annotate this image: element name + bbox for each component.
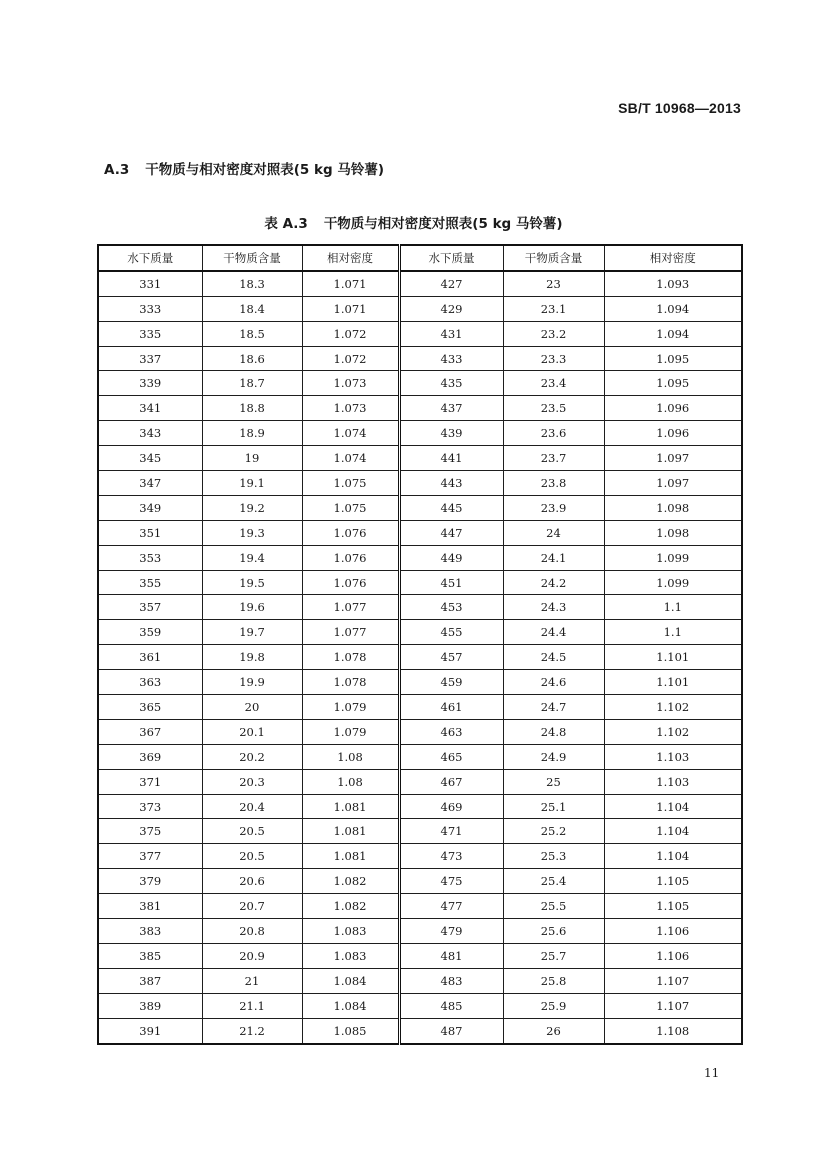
table-cell: 1.075 [302, 495, 399, 520]
table-cell: 19.3 [202, 520, 302, 545]
table-cell: 1.093 [604, 271, 742, 296]
table-cell: 1.083 [302, 943, 399, 968]
table-cell: 23.6 [503, 421, 604, 446]
table-row [98, 695, 742, 720]
table-cell: 20.3 [202, 769, 302, 794]
table-cell: 1.074 [302, 421, 399, 446]
table-row [98, 844, 742, 869]
table-cell: 19.6 [202, 595, 302, 620]
table-cell: 24.9 [503, 744, 604, 769]
table-cell: 20.4 [202, 794, 302, 819]
column-header: 水下质量 [399, 245, 503, 271]
table-cell: 1.104 [604, 819, 742, 844]
table-cell: 1.072 [302, 346, 399, 371]
table-cell: 1.08 [302, 769, 399, 794]
table-cell: 1.103 [604, 769, 742, 794]
table-cell: 427 [399, 271, 503, 296]
table-cell: 24.8 [503, 719, 604, 744]
table-cell: 24.6 [503, 670, 604, 695]
table-cell: 431 [399, 321, 503, 346]
table-cell: 487 [399, 1018, 503, 1043]
table-row [98, 620, 742, 645]
table-cell: 1.072 [302, 321, 399, 346]
table-cell: 349 [98, 495, 202, 520]
table-cell: 24.1 [503, 545, 604, 570]
table-cell: 1.099 [604, 570, 742, 595]
table-row [98, 321, 742, 346]
table-cell: 1.097 [604, 471, 742, 496]
table-cell: 453 [399, 595, 503, 620]
page-number: 11 [704, 1066, 720, 1080]
table-cell: 24.2 [503, 570, 604, 595]
section-heading [104, 158, 384, 178]
table-row [98, 471, 742, 496]
table-cell: 485 [399, 993, 503, 1018]
table-cell: 25.9 [503, 993, 604, 1018]
table-cell: 18.8 [202, 396, 302, 421]
table-row [98, 943, 742, 968]
table-cell: 371 [98, 769, 202, 794]
table-cell: 20.6 [202, 869, 302, 894]
table-cell: 18.5 [202, 321, 302, 346]
table-cell: 1.099 [604, 545, 742, 570]
table-cell: 387 [98, 968, 202, 993]
table-cell: 25.4 [503, 869, 604, 894]
table-cell: 1.097 [604, 446, 742, 471]
table-cell: 18.7 [202, 371, 302, 396]
table-cell: 23 [503, 271, 604, 296]
table-cell: 20 [202, 695, 302, 720]
table-cell: 19.8 [202, 645, 302, 670]
table-row [98, 421, 742, 446]
table-cell: 1.108 [604, 1018, 742, 1043]
table-cell: 24.4 [503, 620, 604, 645]
table-row [98, 595, 742, 620]
table-cell: 1.082 [302, 894, 399, 919]
table-cell: 459 [399, 670, 503, 695]
table-cell: 1.096 [604, 396, 742, 421]
table-cell: 20.5 [202, 844, 302, 869]
table-cell: 451 [399, 570, 503, 595]
table-cell: 385 [98, 943, 202, 968]
table-cell: 1.102 [604, 719, 742, 744]
table-cell: 23.9 [503, 495, 604, 520]
table-cell: 25.2 [503, 819, 604, 844]
table-cell: 391 [98, 1018, 202, 1043]
table-cell: 18.6 [202, 346, 302, 371]
table-cell: 1.096 [604, 421, 742, 446]
table-cell: 449 [399, 545, 503, 570]
table-cell: 1.083 [302, 919, 399, 944]
table-cell: 447 [399, 520, 503, 545]
table-row [98, 495, 742, 520]
table-cell: 1.098 [604, 495, 742, 520]
table-cell: 25.3 [503, 844, 604, 869]
table-row [98, 719, 742, 744]
table-cell: 357 [98, 595, 202, 620]
table-cell: 20.8 [202, 919, 302, 944]
table-cell: 25.7 [503, 943, 604, 968]
table-cell: 465 [399, 744, 503, 769]
table-cell: 379 [98, 869, 202, 894]
table-cell: 1.095 [604, 346, 742, 371]
table-cell: 20.2 [202, 744, 302, 769]
table-cell: 19.1 [202, 471, 302, 496]
table-row [98, 520, 742, 545]
table-cell: 375 [98, 819, 202, 844]
table-cell: 433 [399, 346, 503, 371]
table-cell: 341 [98, 396, 202, 421]
table-cell: 1.106 [604, 943, 742, 968]
table-cell: 1.075 [302, 471, 399, 496]
table-cell: 1.071 [302, 296, 399, 321]
table-cell: 475 [399, 869, 503, 894]
table-cell: 1.104 [604, 844, 742, 869]
table-row [98, 968, 742, 993]
table-cell: 333 [98, 296, 202, 321]
column-header: 相对密度 [604, 245, 742, 271]
table-cell: 439 [399, 421, 503, 446]
table-caption-number: 表 A.3 [264, 216, 308, 232]
table-cell: 1.104 [604, 794, 742, 819]
table-row [98, 919, 742, 944]
table-cell: 443 [399, 471, 503, 496]
column-header: 相对密度 [302, 245, 399, 271]
table-cell: 1.107 [604, 968, 742, 993]
table-cell: 1.078 [302, 670, 399, 695]
table-cell: 1.081 [302, 819, 399, 844]
table-cell: 18.3 [202, 271, 302, 296]
table-cell: 24.5 [503, 645, 604, 670]
table-cell: 1.079 [302, 695, 399, 720]
table-cell: 339 [98, 371, 202, 396]
table-cell: 19.4 [202, 545, 302, 570]
table-row [98, 993, 742, 1018]
table-cell: 23.7 [503, 446, 604, 471]
table-cell: 369 [98, 744, 202, 769]
table-cell: 1.073 [302, 396, 399, 421]
table-cell: 1.08 [302, 744, 399, 769]
table-row [98, 296, 742, 321]
table-cell: 25 [503, 769, 604, 794]
table-row [98, 545, 742, 570]
table-cell: 445 [399, 495, 503, 520]
table-cell: 1.105 [604, 894, 742, 919]
table-cell: 1.094 [604, 296, 742, 321]
table-cell: 363 [98, 670, 202, 695]
table-cell: 441 [399, 446, 503, 471]
table-cell: 19.9 [202, 670, 302, 695]
table-row [98, 1018, 742, 1043]
table-cell: 1.1 [604, 620, 742, 645]
table-cell: 21 [202, 968, 302, 993]
table-cell: 1.084 [302, 993, 399, 1018]
table-row [98, 769, 742, 794]
table-cell: 1.076 [302, 545, 399, 570]
table-cell: 23.2 [503, 321, 604, 346]
table-cell: 373 [98, 794, 202, 819]
table-cell: 471 [399, 819, 503, 844]
table-cell: 437 [399, 396, 503, 421]
table-cell: 365 [98, 695, 202, 720]
table-cell: 1.081 [302, 844, 399, 869]
table-caption-title: 干物质与相对密度对照表(5 kg 马铃薯) [323, 216, 563, 232]
table-row [98, 869, 742, 894]
table-cell: 429 [399, 296, 503, 321]
table-cell: 345 [98, 446, 202, 471]
table-row [98, 271, 742, 296]
table-cell: 19.5 [202, 570, 302, 595]
table-cell: 331 [98, 271, 202, 296]
table-cell: 381 [98, 894, 202, 919]
table-cell: 1.077 [302, 595, 399, 620]
table-cell: 389 [98, 993, 202, 1018]
table-cell: 25.8 [503, 968, 604, 993]
table-cell: 23.1 [503, 296, 604, 321]
table-cell: 463 [399, 719, 503, 744]
document-code: SB/T 10968—2013 [618, 100, 741, 116]
table-cell: 483 [399, 968, 503, 993]
table-cell: 24.7 [503, 695, 604, 720]
density-table [97, 244, 743, 1045]
table-row [98, 396, 742, 421]
table-cell: 25.5 [503, 894, 604, 919]
table-cell: 455 [399, 620, 503, 645]
table-row [98, 570, 742, 595]
table-cell: 1.073 [302, 371, 399, 396]
table-cell: 19 [202, 446, 302, 471]
table-cell: 335 [98, 321, 202, 346]
table-row [98, 794, 742, 819]
table-cell: 367 [98, 719, 202, 744]
table-cell: 467 [399, 769, 503, 794]
table-cell: 461 [399, 695, 503, 720]
section-title: 干物质与相对密度对照表(5 kg 马铃薯) [145, 162, 385, 178]
table-cell: 361 [98, 645, 202, 670]
table-cell: 24.3 [503, 595, 604, 620]
table-caption [0, 212, 827, 232]
table-cell: 1.084 [302, 968, 399, 993]
table-cell: 1.094 [604, 321, 742, 346]
table-row [98, 346, 742, 371]
table-cell: 18.9 [202, 421, 302, 446]
column-header: 干物质含量 [202, 245, 302, 271]
table-cell: 469 [399, 794, 503, 819]
table-cell: 435 [399, 371, 503, 396]
table-cell: 20.1 [202, 719, 302, 744]
table-cell: 1.074 [302, 446, 399, 471]
table-cell: 24 [503, 520, 604, 545]
table-cell: 1.082 [302, 869, 399, 894]
table-cell: 1.098 [604, 520, 742, 545]
table-cell: 337 [98, 346, 202, 371]
table-cell: 23.8 [503, 471, 604, 496]
table-cell: 1.076 [302, 570, 399, 595]
table-row [98, 446, 742, 471]
table-row [98, 894, 742, 919]
table-cell: 23.5 [503, 396, 604, 421]
table-cell: 23.3 [503, 346, 604, 371]
table-cell: 343 [98, 421, 202, 446]
table-cell: 359 [98, 620, 202, 645]
table-cell: 26 [503, 1018, 604, 1043]
table-cell: 25.1 [503, 794, 604, 819]
table-cell: 20.5 [202, 819, 302, 844]
table-cell: 25.6 [503, 919, 604, 944]
table-cell: 1.078 [302, 645, 399, 670]
table-cell: 1.105 [604, 869, 742, 894]
table-cell: 19.2 [202, 495, 302, 520]
table-cell: 351 [98, 520, 202, 545]
table-cell: 473 [399, 844, 503, 869]
table-cell: 1.101 [604, 645, 742, 670]
table-row [98, 371, 742, 396]
table-header-row [98, 245, 742, 271]
table-cell: 377 [98, 844, 202, 869]
table-cell: 1.102 [604, 695, 742, 720]
table-cell: 1.085 [302, 1018, 399, 1043]
table-cell: 477 [399, 894, 503, 919]
table-cell: 353 [98, 545, 202, 570]
column-header: 水下质量 [98, 245, 202, 271]
table-cell: 481 [399, 943, 503, 968]
table-cell: 347 [98, 471, 202, 496]
table-cell: 457 [399, 645, 503, 670]
table-cell: 20.9 [202, 943, 302, 968]
table-cell: 1.103 [604, 744, 742, 769]
table-cell: 1.079 [302, 719, 399, 744]
table-cell: 1.101 [604, 670, 742, 695]
table-cell: 1.081 [302, 794, 399, 819]
table-cell: 1.1 [604, 595, 742, 620]
section-number: A.3 [104, 162, 130, 178]
table-cell: 479 [399, 919, 503, 944]
table-cell: 21.1 [202, 993, 302, 1018]
table-row [98, 744, 742, 769]
table-cell: 383 [98, 919, 202, 944]
table-cell: 20.7 [202, 894, 302, 919]
table-cell: 1.106 [604, 919, 742, 944]
table-cell: 21.2 [202, 1018, 302, 1043]
table-cell: 1.107 [604, 993, 742, 1018]
table-cell: 355 [98, 570, 202, 595]
column-header: 干物质含量 [503, 245, 604, 271]
table-row [98, 819, 742, 844]
table-row [98, 645, 742, 670]
table-cell: 23.4 [503, 371, 604, 396]
table-cell: 1.095 [604, 371, 742, 396]
table-row [98, 670, 742, 695]
table-cell: 1.076 [302, 520, 399, 545]
table-cell: 1.077 [302, 620, 399, 645]
table-cell: 18.4 [202, 296, 302, 321]
table-cell: 19.7 [202, 620, 302, 645]
table-cell: 1.071 [302, 271, 399, 296]
